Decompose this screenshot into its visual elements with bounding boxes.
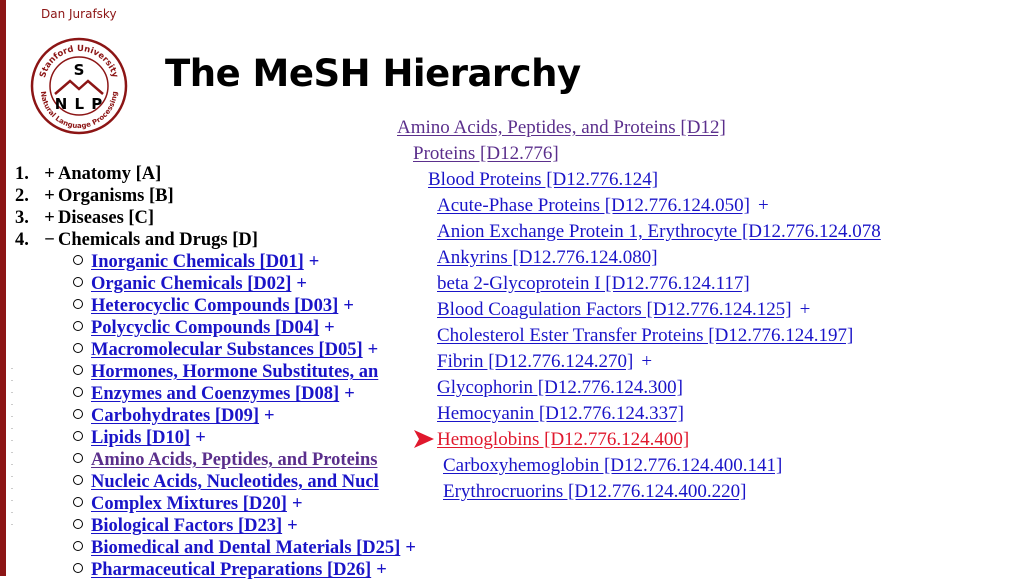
tree-item-organisms[interactable] <box>15 185 174 207</box>
tree-level3-link[interactable] <box>437 324 861 348</box>
logo-bottom-text: Natural Language Processing <box>38 90 120 131</box>
expand-plus-icon[interactable]: + <box>44 208 55 228</box>
tree-level1-link[interactable]: Proteins [D12.776] <box>413 143 559 164</box>
tree-child-item <box>73 251 319 273</box>
slide-title: The MeSH Hierarchy <box>165 52 581 95</box>
bullet-icon <box>73 497 83 507</box>
tree-level3-link[interactable] <box>437 298 810 322</box>
tree-item-diseases[interactable] <box>15 207 154 229</box>
expand-plus-icon[interactable]: + <box>291 494 303 514</box>
tree-child-item <box>73 471 384 493</box>
tree-child-link[interactable]: Carbohydrates [D09] <box>91 406 260 426</box>
item-number: 2. <box>15 186 29 206</box>
tree-child-link[interactable]: Pharmaceutical Preparations [D26] <box>91 560 372 580</box>
tree-root-link[interactable]: Amino Acids, Peptides, and Proteins [D12] <box>397 117 726 138</box>
bullet-icon <box>73 255 83 265</box>
bullet-icon <box>73 563 83 573</box>
tree-child-link[interactable]: Inorganic Chemicals [D01] <box>91 252 304 272</box>
bullet-icon <box>73 277 83 287</box>
tree-child-item <box>73 295 354 317</box>
expand-plus-icon[interactable]: + <box>44 186 55 206</box>
tree-level3-link[interactable] <box>437 272 758 296</box>
expand-plus-icon[interactable]: + <box>264 406 275 426</box>
bullet-icon <box>73 321 83 331</box>
logo-letter-l: L <box>74 95 86 113</box>
item-label: Diseases [C] <box>58 208 155 228</box>
expand-plus-icon[interactable]: + <box>641 351 653 372</box>
link-label: Blood Coagulation Factors [D12.776.124.125] <box>437 299 792 320</box>
tree-level3-link[interactable] <box>437 194 769 218</box>
bullet-icon <box>73 475 83 485</box>
expand-plus-icon[interactable]: + <box>308 252 320 272</box>
svg-text:N L P <box>55 95 104 113</box>
item-number: 3. <box>15 208 29 228</box>
tree-level3-link[interactable] <box>437 376 691 400</box>
item-number: 4. <box>15 230 29 250</box>
link-label: Hemocyanin [D12.776.124.337] <box>437 403 684 424</box>
decorative-dotted-line <box>11 368 13 528</box>
expand-plus-icon[interactable]: + <box>324 318 335 338</box>
tree-child-item <box>73 427 206 449</box>
link-label: Cholesterol Ester Transfer Proteins [D12.776.124.197] <box>437 325 854 346</box>
tree-child-link[interactable]: Polycyclic Compounds [D04] <box>91 318 320 338</box>
tree-level3-link[interactable] <box>437 350 652 374</box>
expand-plus-icon[interactable]: + <box>799 299 811 320</box>
expand-plus-icon[interactable]: + <box>287 516 298 536</box>
logo-letter-p: P <box>91 95 104 113</box>
link-label: Acute-Phase Proteins [D12.776.124.050] <box>437 195 750 216</box>
expand-plus-icon[interactable]: + <box>44 164 55 184</box>
current-item-arrow-icon <box>414 430 434 448</box>
logo-letter-n: N <box>54 95 69 113</box>
item-label: Anatomy [A] <box>58 164 162 184</box>
tree-level4-link[interactable]: Erythrocruorins [D12.776.124.400.220] <box>443 481 747 502</box>
expand-plus-icon[interactable]: + <box>343 296 354 316</box>
tree-child-item <box>73 559 387 581</box>
tree-child-link[interactable]: Complex Mixtures [D20] <box>91 494 287 514</box>
tree-child-item <box>73 515 298 537</box>
tree-child-link[interactable]: Enzymes and Coenzymes [D08] <box>91 384 340 404</box>
tree-level3-link[interactable] <box>437 246 666 270</box>
expand-plus-icon[interactable]: + <box>757 195 769 216</box>
bullet-icon <box>73 519 83 529</box>
item-number: 1. <box>15 164 29 184</box>
tree-child-link[interactable]: Hormones, Hormone Substitutes, an <box>91 362 379 382</box>
tree-child-link-visited[interactable]: Amino Acids, Peptides, and Proteins <box>91 450 378 470</box>
expand-plus-icon[interactable]: + <box>405 538 416 558</box>
bullet-icon <box>73 431 83 441</box>
tree-child-link[interactable]: Biomedical and Dental Materials [D25] <box>91 538 401 558</box>
bullet-icon <box>73 365 83 375</box>
tree-child-link[interactable]: Macromolecular Substances [D05] <box>91 340 363 360</box>
expand-plus-icon[interactable]: + <box>367 340 379 360</box>
tree-child-link[interactable]: Nucleic Acids, Nucleotides, and Nucl <box>91 472 379 492</box>
item-label: Organisms [B] <box>58 186 174 206</box>
mesh-tree-top-level <box>15 163 416 580</box>
stanford-nlp-logo <box>29 36 129 136</box>
tree-level3-link[interactable] <box>437 220 889 244</box>
logo-letter-s: S <box>73 61 85 79</box>
expand-plus-icon[interactable]: + <box>296 274 307 294</box>
collapse-minus-icon[interactable]: − <box>44 230 55 250</box>
tree-child-link[interactable]: Heterocyclic Compounds [D03] <box>91 296 339 316</box>
tree-child-item <box>73 449 382 471</box>
bullet-icon <box>73 409 83 419</box>
tree-child-link[interactable]: Biological Factors [D23] <box>91 516 283 536</box>
bullet-icon <box>73 453 83 463</box>
tree-child-item <box>73 273 307 295</box>
tree-current-item[interactable]: Hemoglobins [D12.776.124.400] <box>437 429 690 450</box>
link-label: Ankyrins [D12.776.124.080] <box>437 247 658 268</box>
link-label: Anion Exchange Protein 1, Erythrocyte [D12.776.124.078 <box>437 221 881 242</box>
tree-child-item <box>73 361 383 383</box>
bullet-icon <box>73 387 83 397</box>
link-label: beta 2-Glycoprotein I [D12.776.124.117] <box>437 273 750 294</box>
link-label: Fibrin [D12.776.124.270] <box>437 351 634 372</box>
tree-child-item <box>73 383 355 405</box>
tree-level4-link[interactable]: Carboxyhemoglobin [D12.776.124.400.141] <box>443 455 783 476</box>
tree-child-item <box>73 405 275 427</box>
expand-plus-icon[interactable]: + <box>344 384 355 404</box>
slide-left-border <box>0 0 6 576</box>
link-label: Glycophorin [D12.776.124.300] <box>437 377 683 398</box>
author-name: Dan Jurafsky <box>41 7 117 21</box>
expand-plus-icon[interactable]: + <box>195 428 206 448</box>
expand-plus-icon[interactable]: + <box>376 560 387 580</box>
bullet-icon <box>73 299 83 309</box>
tree-item-anatomy[interactable] <box>15 163 161 185</box>
tree-child-item <box>73 493 302 515</box>
tree-child-item <box>73 317 335 339</box>
bullet-icon <box>73 541 83 551</box>
tree-child-item <box>73 537 416 559</box>
tree-item-chemicals-and-drugs[interactable] <box>15 229 258 251</box>
tree-level3-link[interactable] <box>437 402 692 426</box>
tree-level2-link[interactable]: Blood Proteins [D12.776.124] <box>428 169 659 190</box>
tree-child-link[interactable]: Organic Chemicals [D02] <box>91 274 292 294</box>
tree-child-item <box>73 339 378 361</box>
logo-top-text: Stanford University <box>38 43 120 80</box>
tree-child-link[interactable]: Lipids [D10] <box>91 428 191 448</box>
item-label: Chemicals and Drugs [D] <box>58 230 258 250</box>
bullet-icon <box>73 343 83 353</box>
